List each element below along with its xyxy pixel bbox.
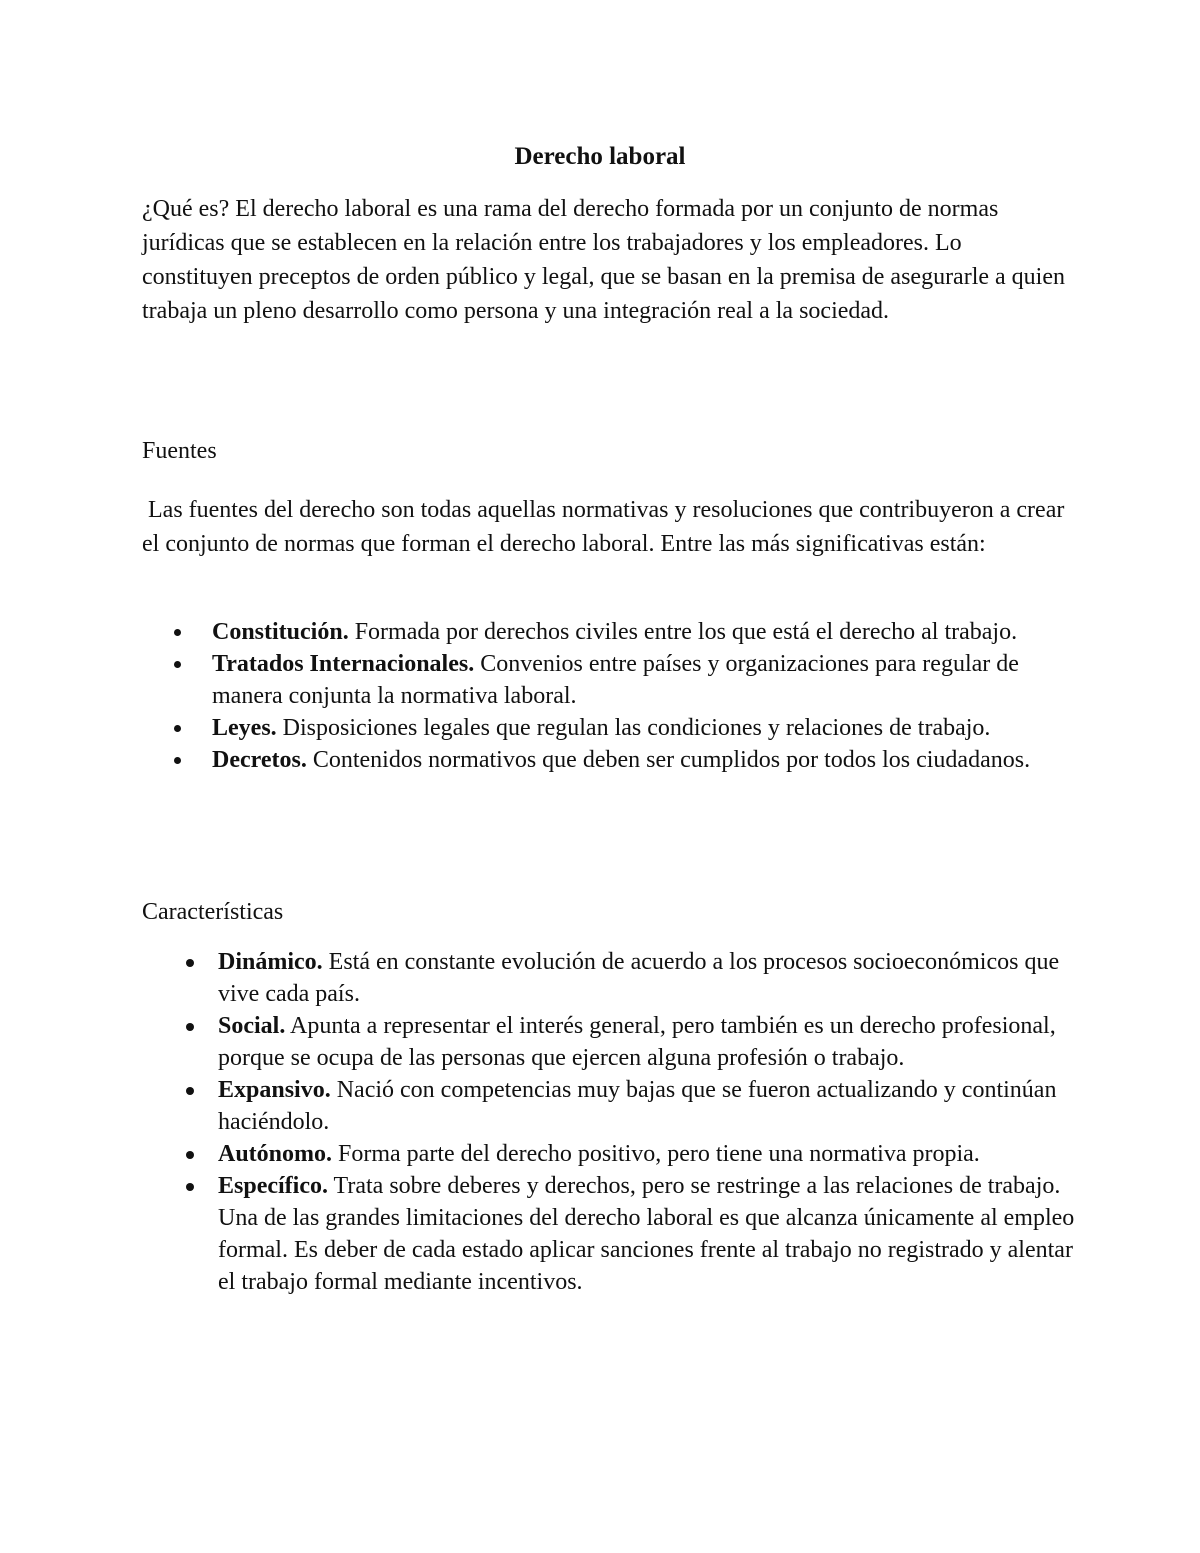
bullet-icon (186, 959, 194, 967)
fuentes-paragraph: Las fuentes del derecho son todas aquellas normativas y resoluciones que contribuyeron a crear el conjunto de normas que forman el derecho laboral. Entre las más significativas están: (142, 497, 1071, 557)
list-item (142, 946, 1077, 1010)
fuentes-heading: Fuentes (142, 438, 217, 464)
list-item-desc: Contenidos normativos que deben ser cumplidos por todos los ciudadanos. (306, 747, 1031, 773)
bullet-icon (186, 1151, 194, 1159)
list-item-desc: Forma parte del derecho positivo, pero tiene una normativa propia. (332, 1141, 980, 1167)
fuentes-list (142, 616, 1062, 776)
list-item-desc: Está en constante evolución de acuerdo a los procesos socioeconómicos que vive cada país. (218, 949, 1060, 1007)
bullet-icon (174, 661, 181, 668)
list-item-term: Social. (218, 1013, 286, 1039)
bullet-icon (186, 1183, 194, 1191)
list-item-desc: Disposiciones legales que regulan las condiciones y relaciones de trabajo. (276, 715, 991, 741)
list-item-term: Dinámico. (218, 949, 323, 975)
list-item-desc: Convenios entre países y organizaciones para regular de manera conjunta la normativa laboral. (212, 651, 1019, 709)
list-item-term: Leyes. (212, 715, 277, 741)
list-item (142, 1138, 1077, 1170)
list-item-term: Específico. (218, 1173, 328, 1199)
list-item-term: Constitución. (212, 619, 349, 645)
list-item (142, 616, 1062, 648)
list-item-desc: Apunta a representar el interés general, pero también es un derecho profesional, porque se ocupa de las personas que ejercen alguna profesión o trabajo. (218, 1013, 1056, 1071)
bullet-icon (186, 1023, 194, 1031)
bullet-icon (174, 725, 181, 732)
intro-paragraph: ¿Qué es? El derecho laboral es una rama del derecho formada por un conjunto de normas jurídicas que se establecen en la relación entre los trabajadores y los empleadores. Lo constituyen preceptos de orden público y legal, que se basan en la premisa de asegurarle a quien trabaja un pleno desarrollo como persona y una integración real a la sociedad. (142, 196, 1065, 324)
list-item (142, 712, 1062, 744)
bullet-icon (186, 1087, 194, 1095)
caracteristicas-list (142, 946, 1077, 1298)
caracteristicas-heading: Características (142, 899, 284, 925)
list-item (142, 1170, 1077, 1298)
list-item (142, 1074, 1077, 1138)
list-item-term: Tratados Internacionales. (212, 651, 475, 677)
list-item-desc: Formada por derechos civiles entre los que está el derecho al trabajo. (348, 619, 1018, 645)
list-item-term: Autónomo. (218, 1141, 333, 1167)
list-item-desc: Trata sobre deberes y derechos, pero se restringe a las relaciones de trabajo. Una de las grandes limitaciones del derecho laboral es que alcanza únicamente al empleo formal. Es deber de cada estado aplicar sanciones frente al trabajo no registrado y alentar el trabajo formal mediante incentivos. (218, 1173, 1075, 1295)
list-item (142, 1010, 1077, 1074)
list-item-desc: Nació con competencias muy bajas que se fueron actualizando y continúan haciéndolo. (218, 1077, 1057, 1135)
document-title: Derecho laboral (514, 143, 686, 170)
list-item-term: Expansivo. (218, 1077, 331, 1103)
list-item (142, 744, 1062, 776)
list-item (142, 648, 1062, 712)
list-item-term: Decretos. (212, 747, 307, 773)
bullet-icon (174, 757, 181, 764)
bullet-icon (174, 629, 181, 636)
